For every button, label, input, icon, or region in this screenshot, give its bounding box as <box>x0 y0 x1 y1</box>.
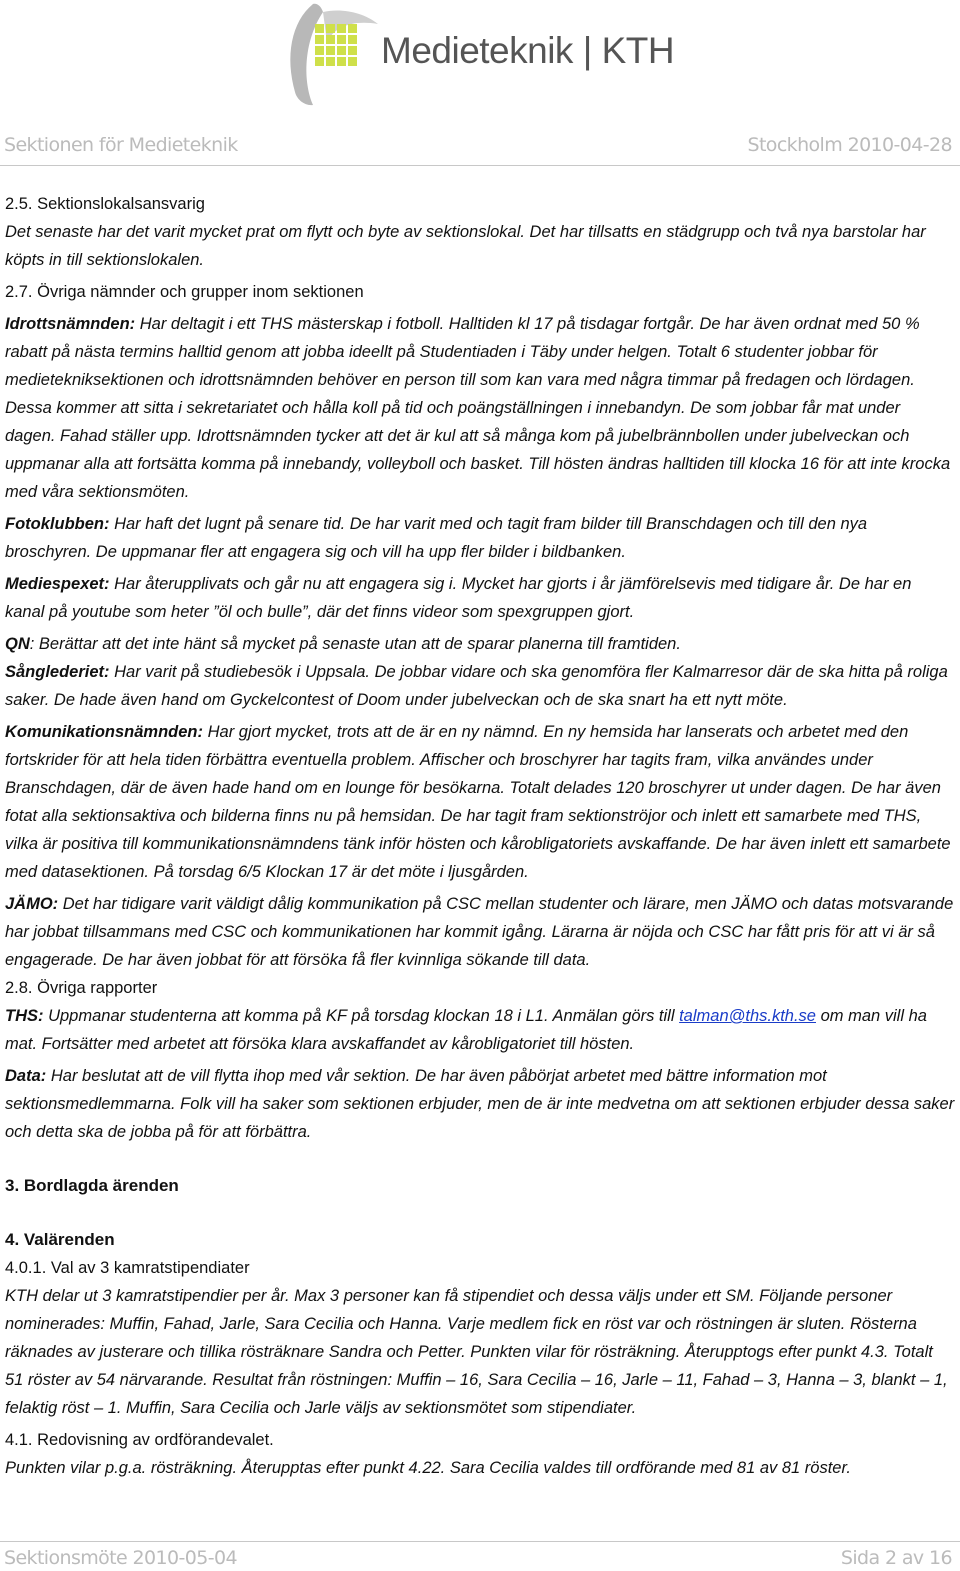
label-kom: Komunikationsnämnden: <box>5 723 204 741</box>
paragraph-data <box>5 1062 955 1146</box>
paragraph-spex <box>5 570 955 626</box>
paragraph-jamo <box>5 890 955 974</box>
paragraph-ths <box>5 1002 955 1058</box>
section-heading-2-7: 2.7. Övriga nämnder och grupper inom sektionen <box>5 283 364 301</box>
header-section-name: Sektionen för Medieteknik <box>4 134 238 156</box>
section-heading-2-8: 2.8. Övriga rapporter <box>5 979 158 997</box>
label-foto: Fotoklubben: <box>5 515 110 533</box>
label-jamo: JÄMO: <box>5 895 59 913</box>
section-heading-4: 4. Valärenden <box>5 1230 115 1249</box>
paragraph-idrott <box>5 310 955 506</box>
paragraph-qn <box>5 630 955 658</box>
text-ths-1: Uppmanar studenterna att komma på KF på torsdag klockan 18 i L1. Anmälan görs till <box>43 1007 680 1025</box>
header-divider <box>0 165 960 166</box>
text-foto: Har haft det lugnt på senare tid. De har varit med och tagit fram bilder till Branschdagen och till den nya broschyren. De uppmanar fler att engagera sig och vill ha upp fler bilder i bildbanken. <box>5 515 868 561</box>
text-qn: : Berättar att det inte hänt så mycket på senaste utan att de sparar planerna till framtiden. <box>29 635 681 653</box>
footer-page-number: Sida 2 av 16 <box>840 1547 952 1569</box>
paragraph-2-5: Det senaste har det varit mycket prat om flytt och byte av sektionslokal. Det har tillsatts en städgrupp och två nya barstolar har köpts in till sektionslokalen. <box>5 223 926 269</box>
text-idrott: Har deltagit i ett THS mästerskap i fotboll. Halltiden kl 17 på tisdagar fortgår. De har även ordnat med 50 % rabatt på nästa termins halltid genom att jobba ideellt på Studentiaden i Täby under helgen. Totalt 6 studenter jobbar för medietekniksektionen och idrottsnämnden behöver en person till som kan vara med några timmar på fredagen och lördagen. Dessa kommer att sitta i sekretariatet och hålla koll på tid och poängställningen i innebandyn. De som jobbar får mat under dagen. Fahad ställer upp. Idrottsnämnden tycker att det är kul att så många kom på jubelbrännbollen under jubelveckan och uppmanar alla att fortsätta komma på innebandy, volleyboll och basket. Till hösten ändras halltiden till klocka 16 för att inte krocka med våra sektionsmöten. <box>5 315 951 501</box>
paragraph-sang <box>5 658 955 714</box>
subheading-4-1: 4.1. Redovisning av ordförandevalet. <box>5 1431 274 1449</box>
paragraph-foto <box>5 510 955 566</box>
section-heading-2-5: 2.5. Sektionslokalsansvarig <box>5 195 205 213</box>
label-ths: THS: <box>5 1007 44 1025</box>
paragraph-4-0-1: KTH delar ut 3 kamratstipendier per år. Max 3 personer kan få stipendiet och dessa väljs under ett SM. Följande personer nominerades: Muffin, Fahad, Jarle, Sara Cecilia och Hanna. Varje medlem fick en röst var och röstningen är sluten. Rösterna räknades av justerare och tillika rösträknare Sandra och Petter. Punkten vilar för rösträkning. Återupptogs efter punkt 4.3. Totalt 51 röster av 54 närvarande. Resultat från röstningen: Muffin – 16, Sara Cecilia – 16, Jarle – 11, Fahad – 3, Hanna – 3, blankt – 1, felaktig röst – 1. Muffin, Sara Cecilia och Jarle väljs av sektionsmötet som stipendiater. <box>5 1287 948 1417</box>
text-ths-2: om man vill ha mat. Fortsätter med arbetet att försöka klara avskaffandet av kårobligatoriet till hösten. <box>5 1007 927 1053</box>
logo-wordmark: Medieteknik | KTH <box>381 30 675 71</box>
kth-medieteknik-logo <box>283 2 383 106</box>
label-qn: QN <box>5 635 30 653</box>
document-body <box>5 190 955 1482</box>
label-data: Data: <box>5 1067 47 1085</box>
text-jamo: Det har tidigare varit väldigt dålig kommunikation på CSC mellan studenter och lärare, men JÄMO och datas motsvarande har jobbat tillsammans med CSC och kommunikationen har kommit igång. Lärarna är nöjda och CSC har fått pris för att vi är så engagerade. De har även jobbat för att försöka få fler kvinnliga sökande till data. <box>5 895 954 969</box>
paragraph-4-1: Punkten vilar p.g.a. rösträkning. Återupptas efter punkt 4.22. Sara Cecilia valdes till ordförande med 81 av 81 röster. <box>5 1459 851 1477</box>
text-spex: Har återupplivats och går nu att engagera sig i. Mycket har gjorts i år jämförelsevis med tidigare år. De har en kanal på youtube som heter ”öl och bulle”, där det finns videor som spexgruppen gjort. <box>5 575 912 621</box>
label-spex: Mediespexet: <box>5 575 110 593</box>
footer-divider <box>0 1541 960 1542</box>
footer-meeting: Sektionsmöte 2010-05-04 <box>4 1547 237 1569</box>
label-sang: Sånglederiet: <box>5 663 110 681</box>
text-data: Har beslutat att de vill flytta ihop med vår sektion. De har även påbörjat arbetet med bättre information mot sektionsmedlemmarna. Folk vill ha saker som sektionen erbjuder, men de är inte medvetna om att sektionen erbjuder dessa saker och detta ska de jobba på för att förbättra. <box>5 1067 955 1141</box>
section-heading-3: 3. Bordlagda ärenden <box>5 1176 179 1195</box>
subheading-4-0-1: 4.0.1. Val av 3 kamratstipendiater <box>5 1259 250 1277</box>
header-date: Stockholm 2010-04-28 <box>747 134 952 156</box>
paragraph-kom <box>5 718 955 886</box>
email-link[interactable]: talman@ths.kth.se <box>679 1007 816 1025</box>
text-sang: Har varit på studiebesök i Uppsala. De jobbar vidare och ska genomföra fler Kalmarresor där de ska hitta på roliga saker. De hade även hand om Gyckelcontest of Doom under jubelveckan och de ska snart ha ett nytt möte. <box>5 663 948 709</box>
label-idrott: Idrottsnämnden: <box>5 315 136 333</box>
text-kom: Har gjort mycket, trots att de är en ny nämnd. En ny hemsida har lanserats och arbetet med den fortskrider för att hela tiden förbättra eventuella problem. Affischer och broschyrer har tagits fram, vilka användes under Branschdagen, där de även hade hand om en lounge för besökarna. Totalt delades 120 broschyrer ut under dagen. De har även fotat alla sektionsaktiva och bilderna finns nu på hemsidan. De har tagit fram sektionströjor och inlett ett samarbete med THS, vilka är positiva till kommunikationsnämndens tänk inför hösten och kårobligatoriets avskaffande. De har även inlett ett samarbete med datasektionen. På torsdag 6/5 Klockan 17 är det möte i ljusgården. <box>5 723 951 881</box>
